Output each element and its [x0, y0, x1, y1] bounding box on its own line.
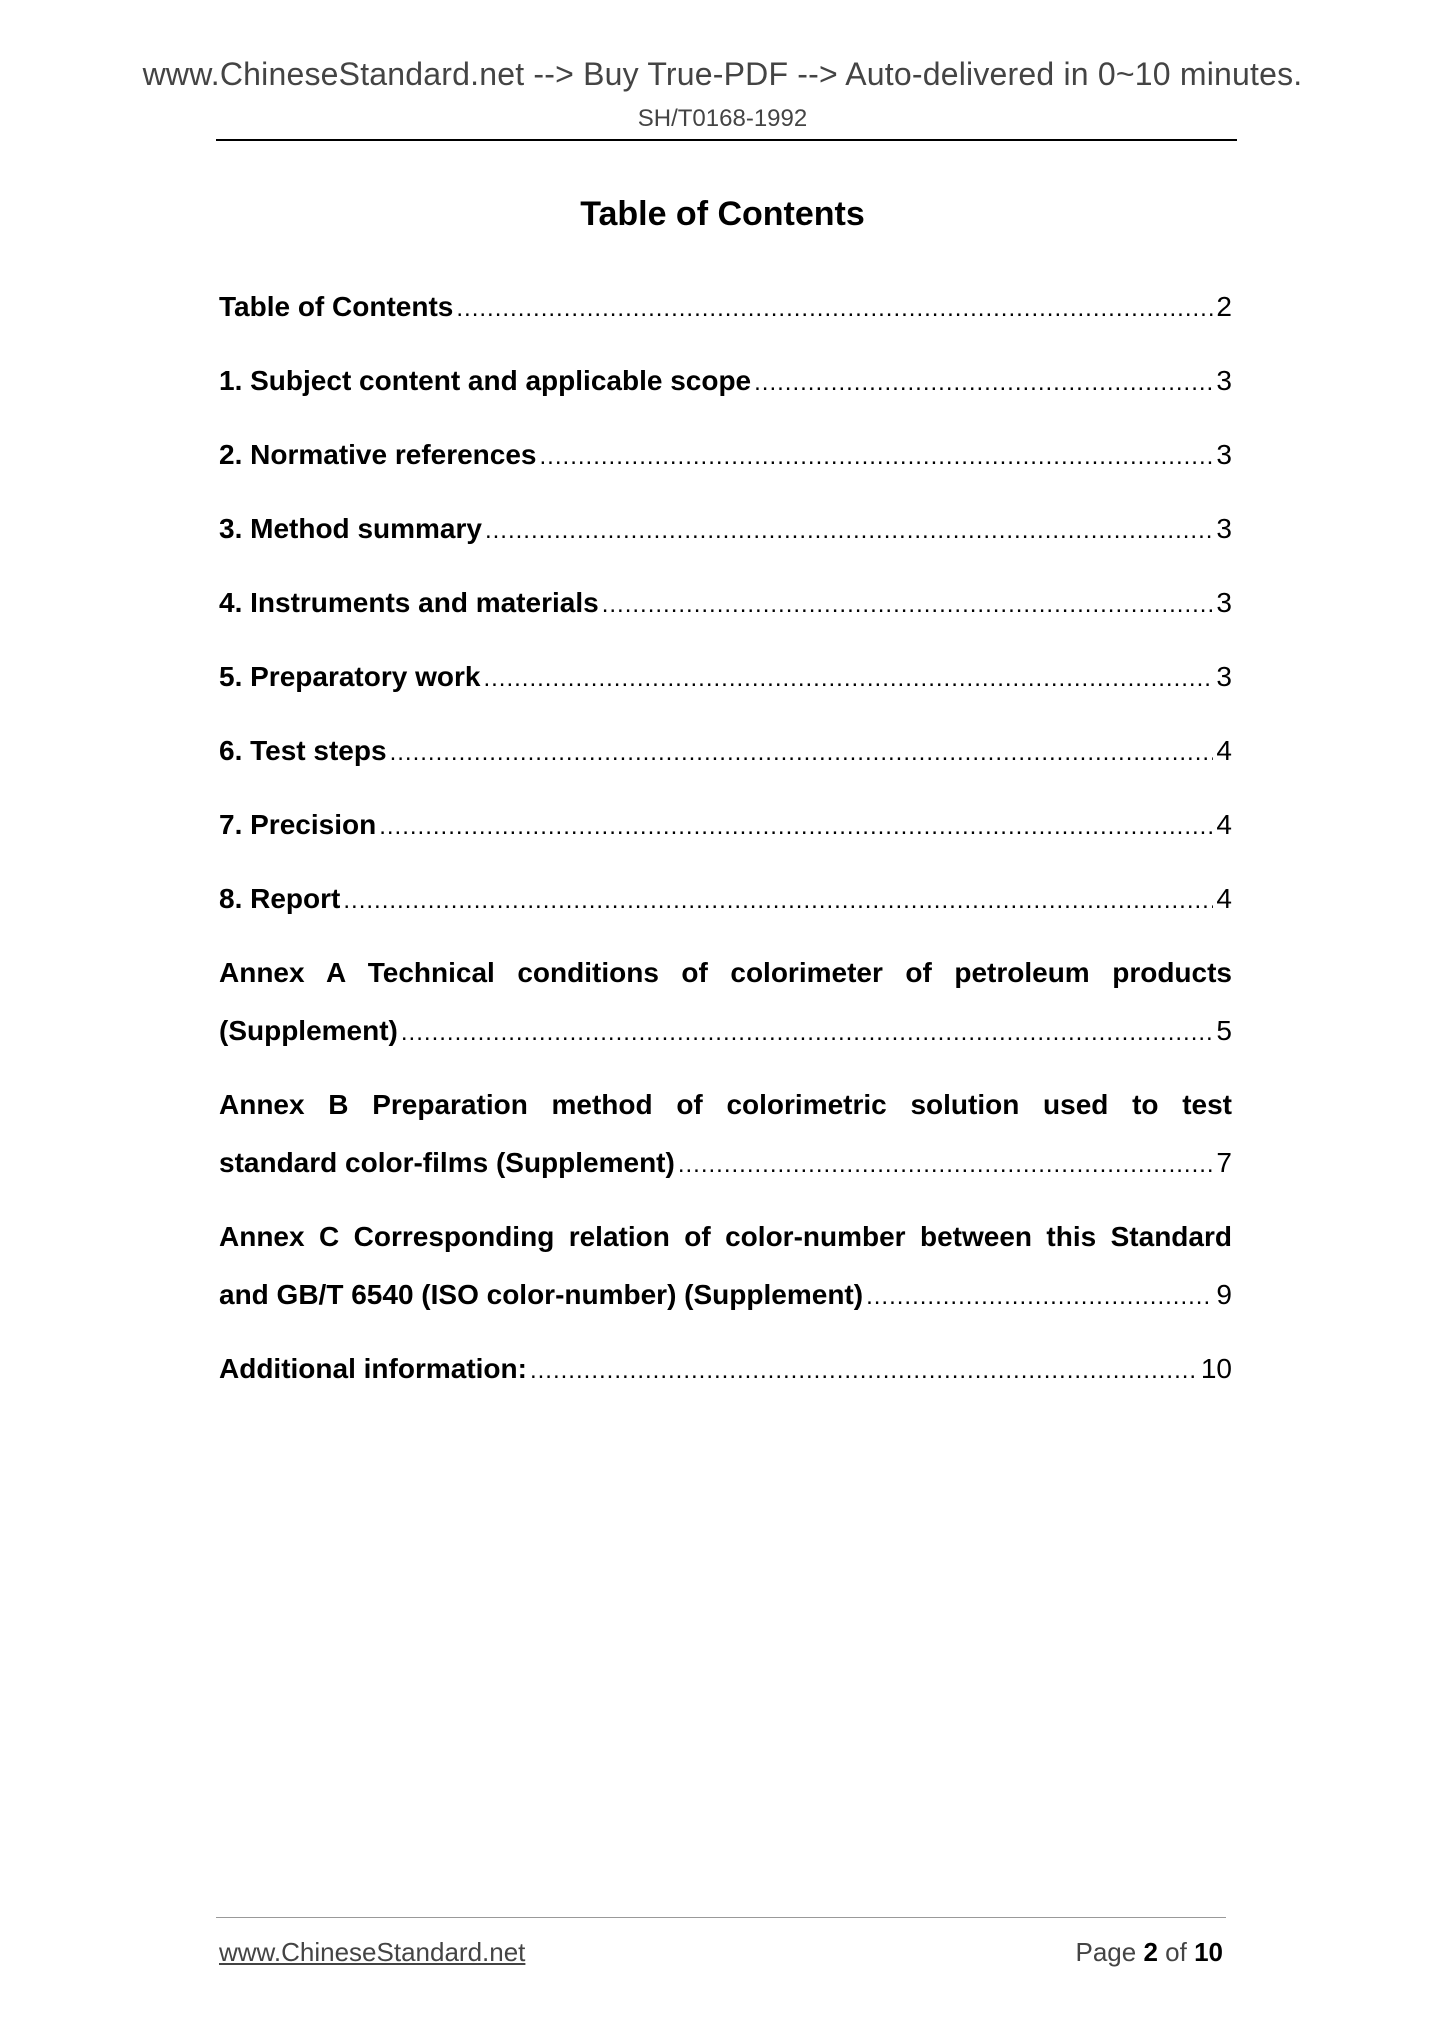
dot-leader	[483, 650, 1213, 708]
toc-entry-text: 7. Precision	[219, 809, 377, 840]
toc-page-number: 2	[1216, 291, 1232, 322]
toc-page-number: 3	[1216, 365, 1232, 396]
toc-entry-instruments-materials[interactable]	[219, 574, 1232, 634]
toc-entry-additional-information[interactable]	[219, 1340, 1232, 1400]
footer-divider	[216, 1917, 1226, 1918]
dot-leader	[754, 354, 1213, 412]
toc-entry-text: standard color-films (Supplement)	[219, 1147, 675, 1178]
page-of: of	[1165, 1937, 1187, 1967]
header-banner: www.ChineseStandard.net --> Buy True-PDF --> Auto-delivered in 0~10 minutes.	[142, 56, 1303, 92]
dot-leader	[602, 576, 1214, 634]
toc-entry-test-steps[interactable]	[219, 722, 1232, 782]
dot-leader	[866, 1268, 1213, 1326]
toc-entry-text: 6. Test steps	[219, 735, 387, 766]
dot-leader	[401, 1004, 1214, 1062]
page-current: 2	[1143, 1937, 1158, 1967]
toc-entry-subject-content[interactable]	[219, 352, 1232, 412]
toc-page-number: 3	[1216, 587, 1232, 618]
toc-entry-text: 5. Preparatory work	[219, 661, 481, 692]
header-divider	[216, 139, 1237, 141]
toc-page-number: 3	[1216, 661, 1232, 692]
toc-title: Table of Contents	[580, 195, 865, 233]
toc-page-number: 7	[1216, 1147, 1232, 1178]
toc-entry-text: (Supplement)	[219, 1015, 398, 1046]
toc-entry-text: 8. Report	[219, 883, 341, 914]
toc-entry-text: 2. Normative references	[219, 439, 537, 470]
footer-page-indicator	[1075, 1937, 1223, 1968]
toc-entry-text: 1. Subject content and applicable scope	[219, 365, 752, 396]
toc-entry-lead-line: Annex B Preparation method of colorimetric solution used to test	[219, 1089, 1232, 1120]
toc-page-number: 4	[1216, 809, 1232, 840]
toc-page-number: 3	[1216, 439, 1232, 470]
toc-entry-annex-c[interactable]	[219, 1208, 1232, 1326]
toc-entry-annex-b[interactable]	[219, 1076, 1232, 1194]
toc-entry-lead-line: Annex C Corresponding relation of color-number between this Standard	[219, 1221, 1232, 1252]
dot-leader	[530, 1342, 1198, 1400]
toc-entry-text: Additional information:	[219, 1353, 527, 1384]
toc-page-number: 3	[1216, 513, 1232, 544]
toc-page-number: 10	[1200, 1353, 1232, 1384]
toc-entry-text: and GB/T 6540 (ISO color-number) (Supplement)	[219, 1279, 864, 1310]
toc-entry-preparatory-work[interactable]	[219, 648, 1232, 708]
page-total: 10	[1194, 1937, 1223, 1967]
table-of-contents	[219, 278, 1232, 1414]
toc-entry-annex-a[interactable]	[219, 944, 1232, 1062]
page-prefix: Page	[1075, 1937, 1137, 1967]
dot-leader	[678, 1136, 1214, 1194]
toc-page-number: 5	[1216, 1015, 1232, 1046]
toc-entry-text: 4. Instruments and materials	[219, 587, 599, 618]
toc-entry-table-of-contents[interactable]	[219, 278, 1232, 338]
toc-entry-report[interactable]	[219, 870, 1232, 930]
toc-page-number: 9	[1216, 1279, 1232, 1310]
toc-entry-lead-line: Annex A Technical conditions of colorimeter of petroleum products	[219, 957, 1232, 988]
toc-page-number: 4	[1216, 735, 1232, 766]
dot-leader	[485, 502, 1213, 560]
toc-entry-normative-references[interactable]	[219, 426, 1232, 486]
toc-entry-text: 3. Method summary	[219, 513, 482, 544]
dot-leader	[540, 428, 1214, 486]
dot-leader	[456, 280, 1213, 338]
dot-leader	[343, 872, 1213, 930]
toc-entry-precision[interactable]	[219, 796, 1232, 856]
standard-code: SH/T0168-1992	[637, 105, 808, 132]
toc-entry-text: Table of Contents	[219, 291, 454, 322]
toc-entry-method-summary[interactable]	[219, 500, 1232, 560]
footer-website-link[interactable]: www.ChineseStandard.net	[219, 1937, 526, 1967]
toc-page-number: 4	[1216, 883, 1232, 914]
dot-leader	[390, 724, 1214, 782]
dot-leader	[379, 798, 1213, 856]
